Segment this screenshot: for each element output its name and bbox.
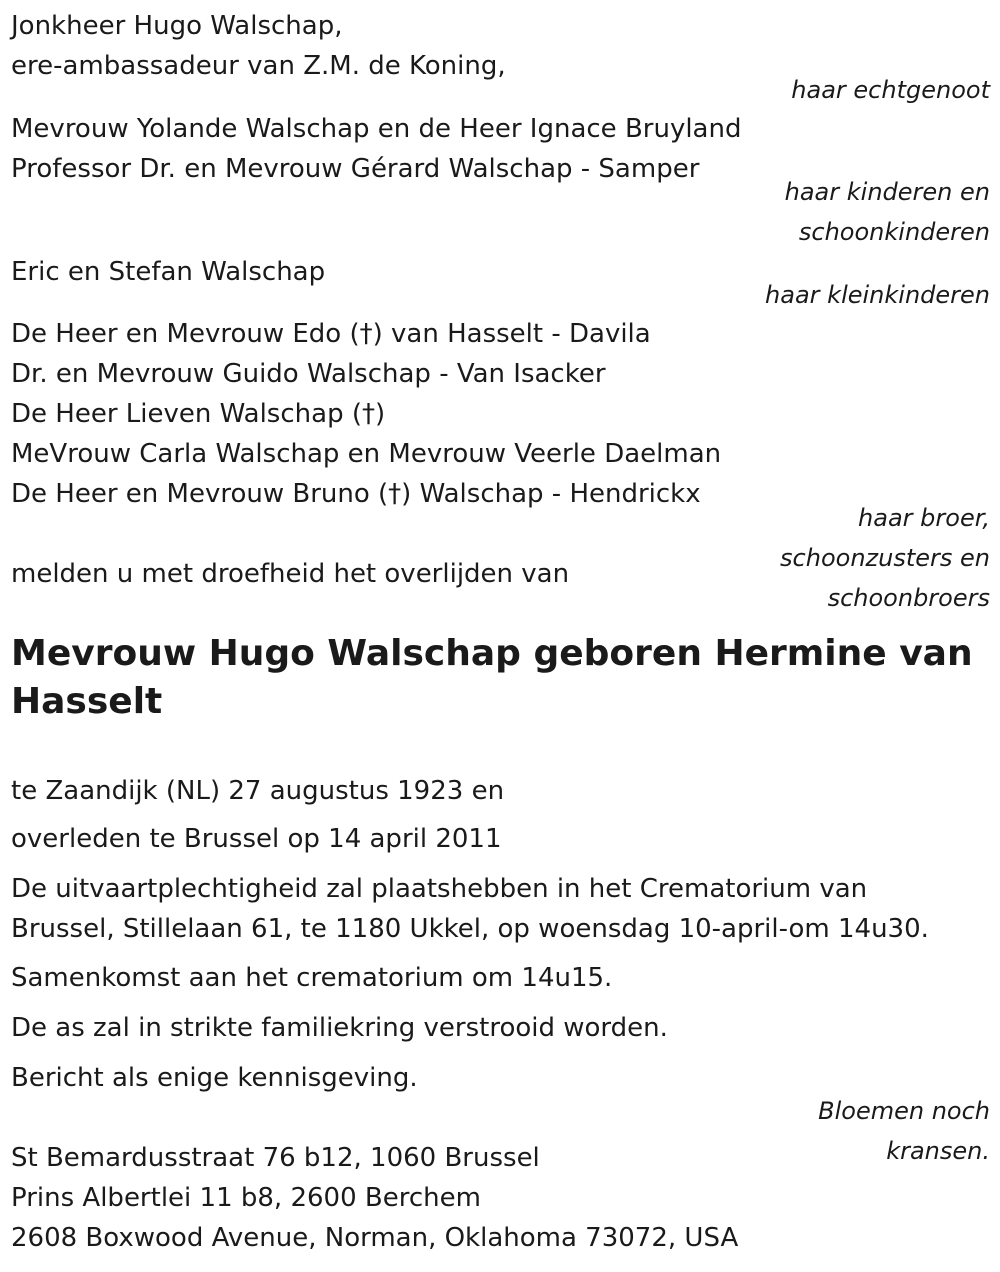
sibling-line: De Heer Lieven Walschap (†) — [11, 399, 386, 429]
ceremony-line: Brussel, Stillelaan 61, te 1180 Ukkel, op woensdag 10-april-om 14u30. — [11, 914, 929, 944]
sibling-line: De Heer en Mevrouw Edo (†) van Hasselt - Davila — [11, 319, 651, 349]
death-line: overleden te Brussel op 14 april 2011 — [11, 824, 502, 854]
notice-line: Bericht als enige kennisgeving. — [11, 1063, 418, 1093]
children-role: haar kinderen en — [784, 178, 990, 206]
ceremony-line: De uitvaartplechtigheid zal plaatshebben in het Crematorium van — [11, 874, 868, 904]
siblings-role: schoonzusters en — [780, 544, 990, 572]
siblings-role: schoonbroers — [827, 584, 990, 612]
flowers-note: kransen. — [886, 1137, 990, 1165]
gathering-line: Samenkomst aan het crematorium om 14u15. — [11, 963, 613, 993]
child-line: Mevrouw Yolande Walschap en de Heer Ignace Bruyland — [11, 114, 742, 144]
spouse-role: haar echtgenoot — [791, 76, 990, 104]
spouse-title: ere-ambassadeur van Z.M. de Koning, — [11, 51, 506, 81]
children-role: schoonkinderen — [798, 218, 990, 246]
child-line: Professor Dr. en Mevrouw Gérard Walschap - Samper — [11, 154, 700, 184]
grandchildren-line: Eric en Stefan Walschap — [11, 257, 326, 287]
deceased-name: Mevrouw Hugo Walschap geboren Hermine van Hasselt — [11, 633, 973, 722]
sibling-line: Dr. en Mevrouw Guido Walschap - Van Isacker — [11, 359, 606, 389]
grandchildren-role: haar kleinkinderen — [765, 281, 990, 309]
ashes-line: De as zal in strikte familiekring verstrooid worden. — [11, 1013, 668, 1043]
birth-line: te Zaandijk (NL) 27 augustus 1923 en — [11, 776, 505, 806]
address-line: St Bemardusstraat 76 b12, 1060 Brussel — [11, 1143, 540, 1173]
sibling-line: MeVrouw Carla Walschap en Mevrouw Veerle Daelman — [11, 439, 722, 469]
flowers-note: Bloemen noch — [818, 1097, 990, 1125]
spouse-name: Jonkheer Hugo Walschap, — [11, 11, 343, 41]
address-line: 2608 Boxwood Avenue, Norman, Oklahoma 73072, USA — [11, 1223, 739, 1253]
address-line: Prins Albertlei 11 b8, 2600 Berchem — [11, 1183, 481, 1213]
siblings-role: haar broer, — [858, 504, 990, 532]
announcement-text: melden u met droefheid het overlijden van — [11, 559, 570, 589]
sibling-line: De Heer en Mevrouw Bruno (†) Walschap - Hendrickx — [11, 479, 701, 509]
